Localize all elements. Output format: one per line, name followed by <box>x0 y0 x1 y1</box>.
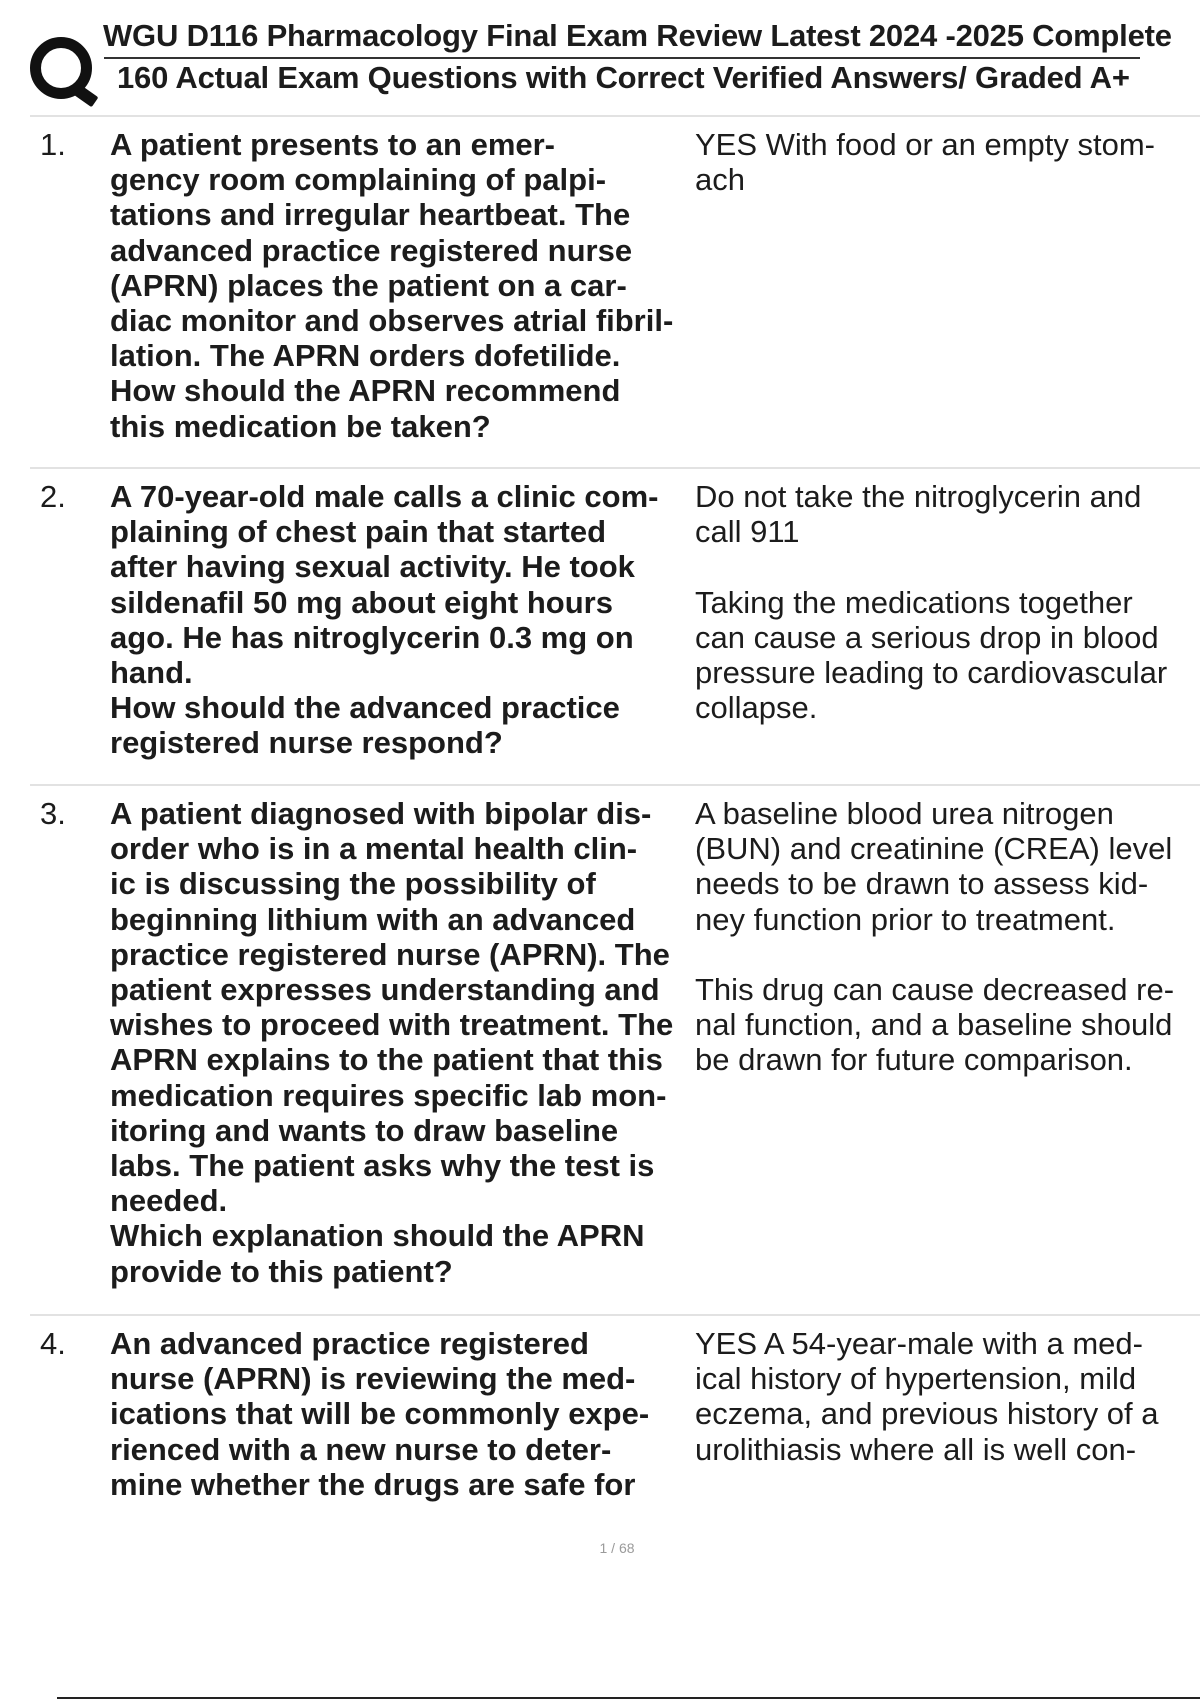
answer-line: nal function, and a baseline should <box>695 1007 1173 1043</box>
question-line: beginning lithium with an advanced <box>110 901 636 937</box>
question-line: ications that will be commonly expe- <box>110 1396 650 1432</box>
question-line: mine whether the drugs are safe for <box>110 1466 636 1502</box>
answer-line: Do not take the nitroglycerin and <box>695 479 1142 514</box>
question-line: labs. The patient asks why the test is <box>110 1148 655 1184</box>
answer-line: YES A 54-year-male with a med- <box>695 1326 1143 1361</box>
question-line: ic is discussing the possibility of <box>110 866 596 902</box>
question-line: (APRN) places the patient on a car- <box>110 267 627 303</box>
answer-line: pressure leading to cardiovascular <box>695 655 1168 690</box>
answer-line: call 911 <box>695 514 800 550</box>
item-number: 3. <box>40 796 66 831</box>
question-line: rienced with a new nurse to deter- <box>110 1431 612 1467</box>
footer-rule <box>57 1697 1200 1699</box>
brand-logo-icon <box>30 37 92 99</box>
question-line: nurse (APRN) is reviewing the med- <box>110 1361 636 1397</box>
question-line: this medication be taken? <box>110 408 491 444</box>
paragraph-gap <box>695 937 1200 972</box>
question-line: patient expresses understanding and <box>110 972 660 1008</box>
question-line: An advanced practice registered <box>110 1326 589 1361</box>
question-line: How should the advanced practice <box>110 690 620 726</box>
document-title-line1: WGU D116 Pharmacology Final Exam Review Latest 2024 -2025 Complete <box>103 18 1172 53</box>
answer-line: be drawn for future comparison. <box>695 1042 1133 1078</box>
divider <box>30 467 1200 469</box>
question-line: practice registered nurse (APRN). The <box>110 936 670 972</box>
answer-text <box>695 127 1200 197</box>
question-line: provide to this patient? <box>110 1253 453 1289</box>
question-line: APRN explains to the patient that this <box>110 1042 663 1078</box>
answer-text <box>695 796 1200 1078</box>
question-line: after having sexual activity. He took <box>110 549 635 585</box>
answer-line: collapse. <box>695 690 818 726</box>
document-title-line2: 160 Actual Exam Questions with Correct Verified Answers/ Graded A+ <box>117 60 1130 95</box>
answer-line: urolithiasis where all is well con- <box>695 1431 1137 1467</box>
question-line: plaining of chest pain that started <box>110 514 607 550</box>
question-line: tations and irregular heartbeat. The <box>110 197 631 233</box>
answer-line: (BUN) and creatinine (CREA) level <box>695 831 1173 867</box>
question-line: registered nurse respond? <box>110 725 503 761</box>
question-line: gency room complaining of palpi- <box>110 162 607 198</box>
question-line: advanced practice registered nurse <box>110 232 633 268</box>
divider <box>30 1314 1200 1316</box>
question-line: A patient diagnosed with bipolar dis- <box>110 796 652 831</box>
question-line: needed. <box>110 1183 228 1219</box>
question-line: diac monitor and observes atrial fibril- <box>110 303 674 339</box>
question-line: order who is in a mental health clin- <box>110 831 638 867</box>
answer-line: YES With food or an empty stom- <box>695 127 1156 162</box>
question-line: How should the APRN recommend <box>110 373 621 409</box>
answer-line: needs to be drawn to assess kid- <box>695 866 1149 902</box>
question-line: medication requires specific lab mon- <box>110 1077 667 1113</box>
question-line: sildenafil 50 mg about eight hours <box>110 584 613 620</box>
question-text <box>110 796 695 1289</box>
answer-line: can cause a serious drop in blood <box>695 619 1159 655</box>
question-text <box>110 479 695 761</box>
question-line: A 70-year-old male calls a clinic com- <box>110 479 659 514</box>
divider <box>30 784 1200 786</box>
paragraph-gap <box>695 549 1200 584</box>
answer-line: ach <box>695 162 745 198</box>
divider <box>30 115 1200 117</box>
question-line: wishes to proceed with treatment. The <box>110 1007 674 1043</box>
question-line: itoring and wants to draw baseline <box>110 1112 619 1148</box>
answer-text <box>695 1326 1200 1467</box>
item-number: 1. <box>40 127 66 162</box>
answer-text <box>695 479 1200 725</box>
question-text <box>110 127 695 444</box>
answer-line: This drug can cause decreased re- <box>695 972 1175 1007</box>
question-line: Which explanation should the APRN <box>110 1218 645 1254</box>
page-number: 1 / 68 <box>599 1540 635 1556</box>
answer-line: ical history of hypertension, mild <box>695 1361 1137 1397</box>
item-number: 4. <box>40 1326 66 1361</box>
answer-line: ney function prior to treatment. <box>695 901 1116 937</box>
question-text <box>110 1326 695 1502</box>
question-line: hand. <box>110 655 193 691</box>
question-line: lation. The APRN orders dofetilide. <box>110 338 621 374</box>
answer-line: Taking the medications together <box>695 584 1133 620</box>
item-number: 2. <box>40 479 66 514</box>
answer-line: eczema, and previous history of a <box>695 1396 1159 1432</box>
question-line: ago. He has nitroglycerin 0.3 mg on <box>110 619 634 655</box>
answer-line: A baseline blood urea nitrogen <box>695 796 1114 831</box>
question-line: A patient presents to an emer- <box>110 127 556 162</box>
